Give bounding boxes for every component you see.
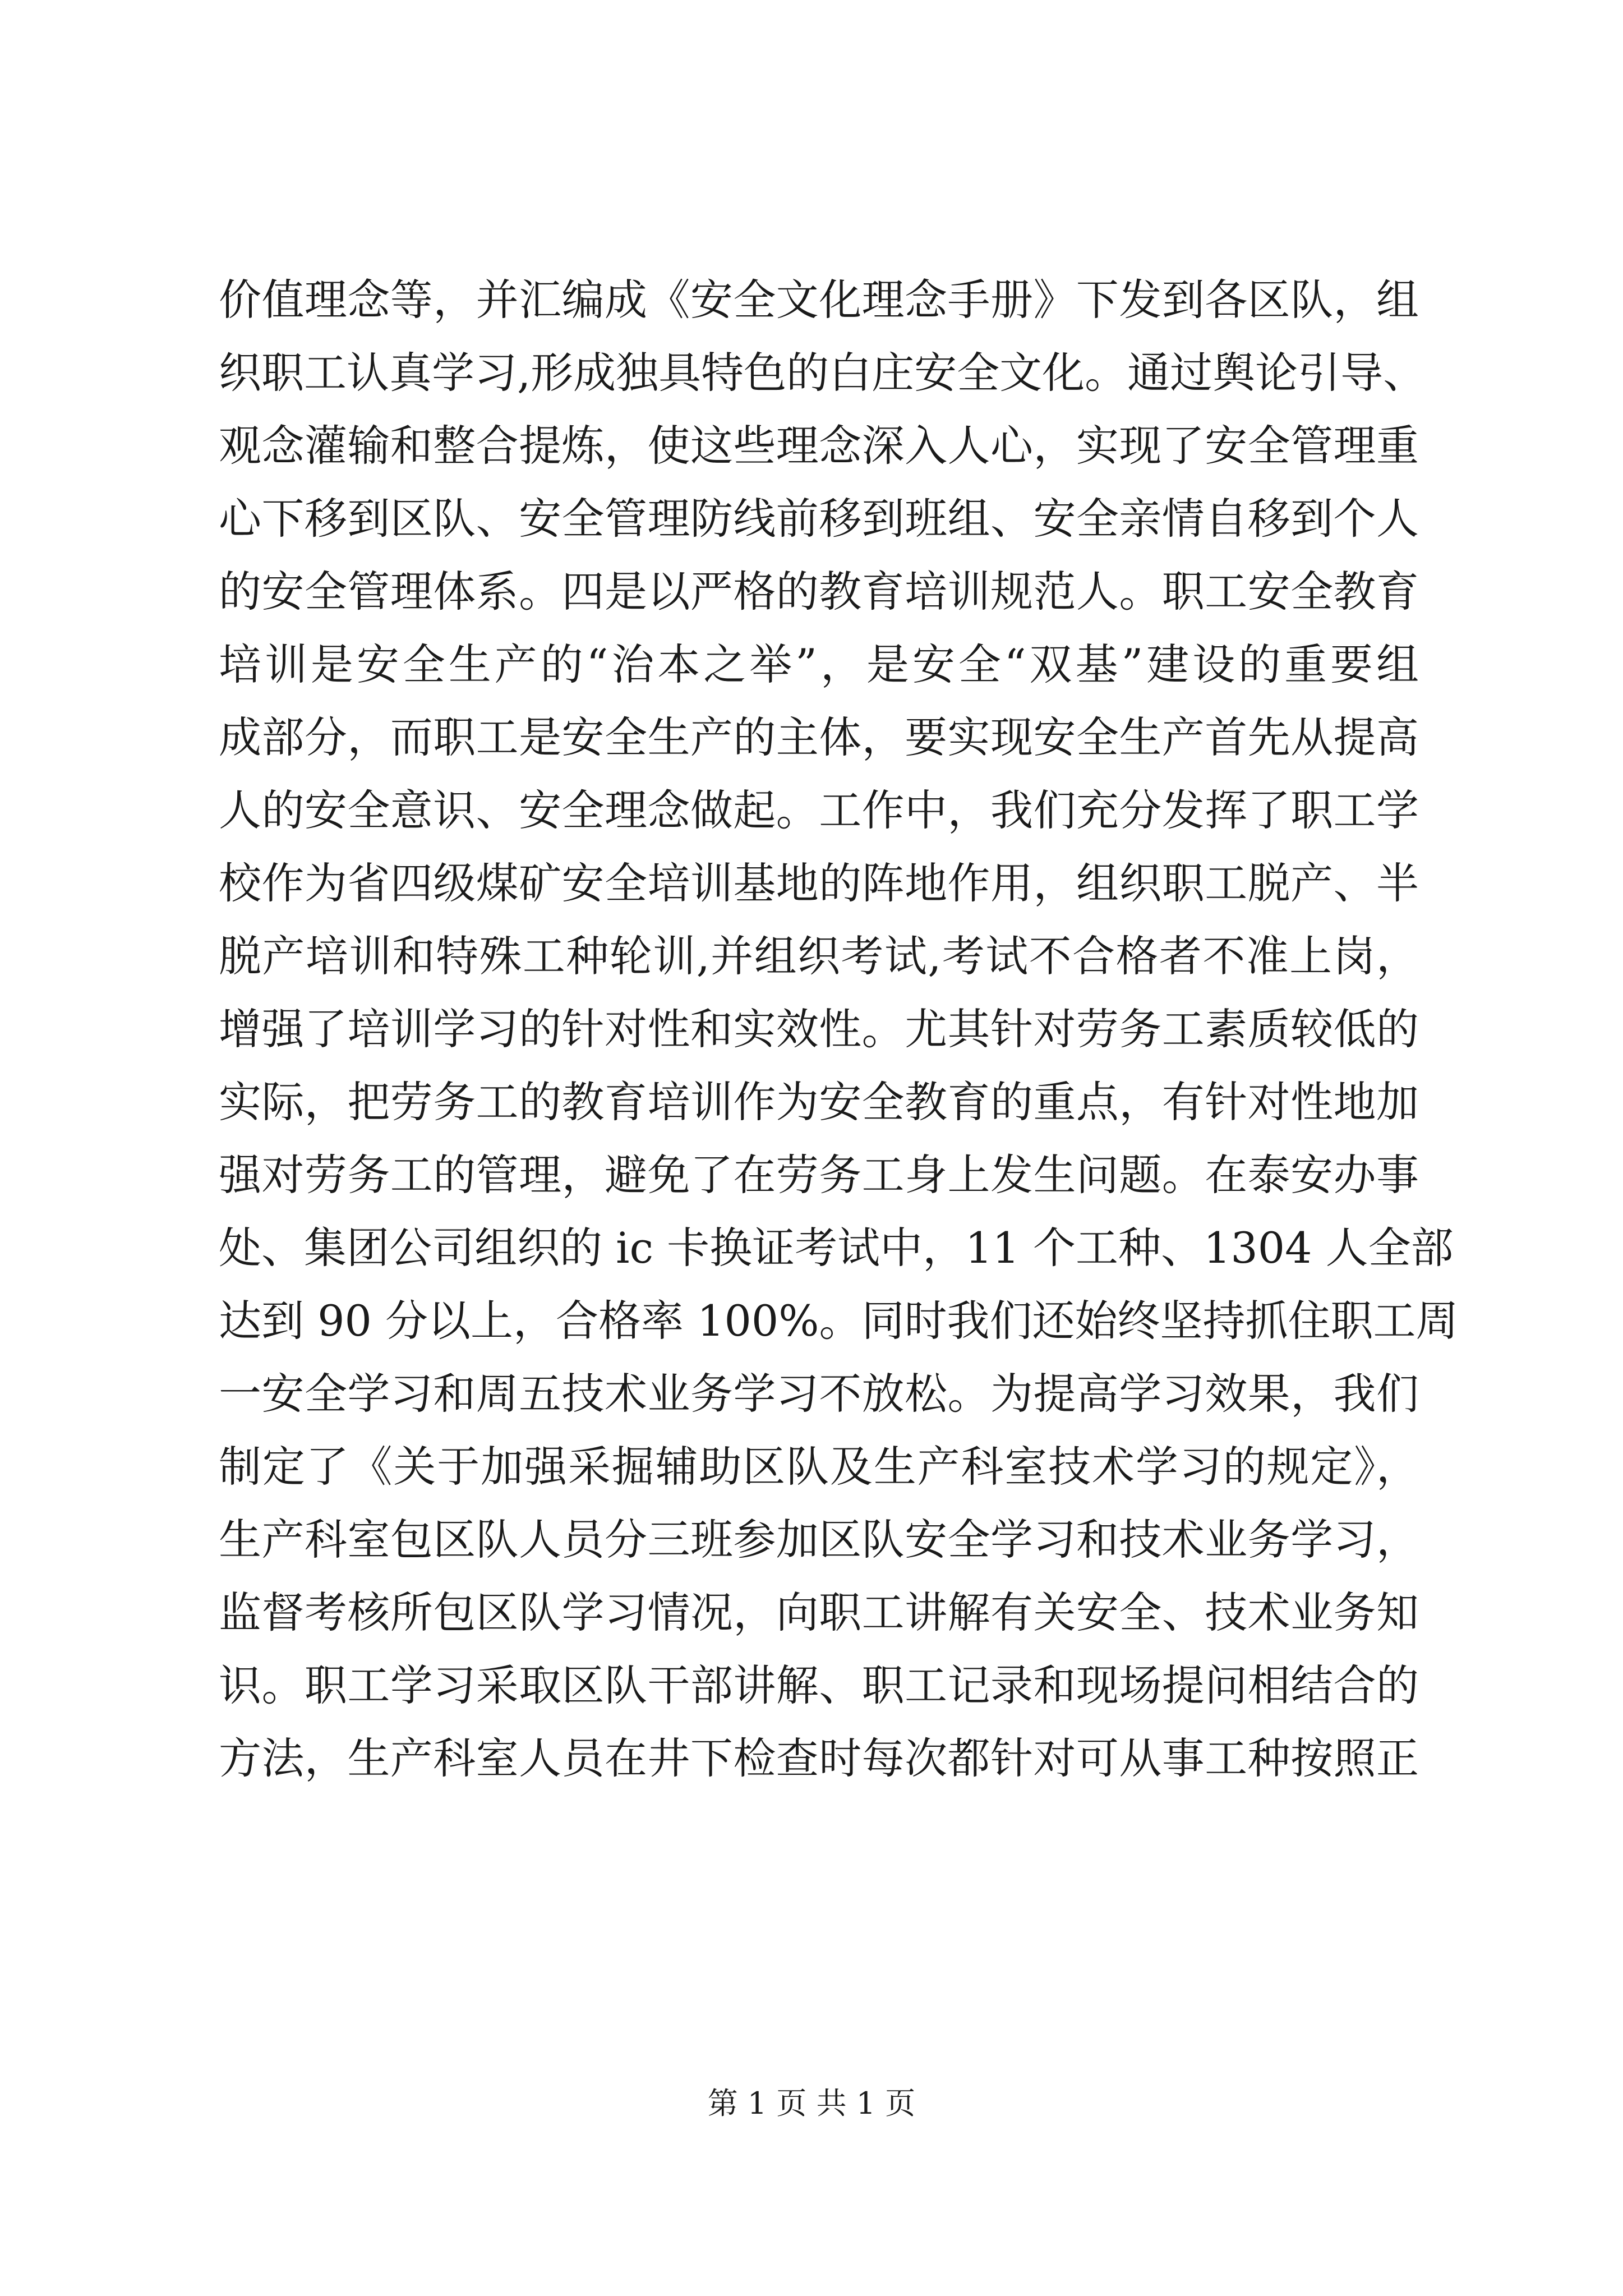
text-line: 观念灌输和整合提炼，使这些理念深入人心，实现了安全管理重	[219, 421, 1419, 471]
page-footer: 第 1 页 共 1 页	[707, 2086, 916, 2121]
text-line: 价值理念等，并汇编成《安全文化理念手册》下发到各区队，组	[219, 275, 1419, 325]
text-line: 生产科室包区队人员分三班参加区队安全学习和技术业务学习，	[219, 1515, 1419, 1565]
text-line: 增强了培训学习的针对性和实效性。尤其针对劳务工素质较低的	[219, 1004, 1419, 1054]
text-line: 方法，生产科室人员在井下检查时每次都针对可从事工种按照正	[219, 1733, 1419, 1783]
text-line: 处、集团公司组织的 ic 卡换证考试中，11 个工种、1304 人全部	[219, 1223, 1454, 1273]
text-line: 心下移到区队、安全管理防线前移到班组、安全亲情自移到个人	[219, 494, 1419, 544]
body-text	[219, 264, 1459, 1795]
text-line: 达到 90 分以上，合格率 100%。同时我们还始终坚持抓住职工周	[219, 1296, 1459, 1346]
text-line: 培训是安全生产的“治本之举”，是安全“双基”建设的重要组	[219, 639, 1419, 689]
text-line: 脱产培训和特殊工种轮训,并组织考试,考试不合格者不准上岗，	[219, 931, 1419, 981]
text-line: 的安全管理体系。四是以严格的教育培训规范人。职工安全教育	[219, 567, 1419, 616]
text-line: 制定了《关于加强采掘辅助区队及生产科室技术学习的规定》，	[219, 1442, 1419, 1492]
text-line: 实际，把劳务工的教育培训作为安全教育的重点，有针对性地加	[219, 1077, 1419, 1127]
text-line: 校作为省四级煤矿安全培训基地的阵地作用，组织职工脱产、半	[219, 858, 1419, 908]
text-line: 成部分，而职工是安全生产的主体，要实现安全生产首先从提高	[219, 712, 1419, 762]
text-line: 织职工认真学习,形成独具特色的白庄安全文化。通过舆论引导、	[219, 348, 1426, 398]
text-line: 人的安全意识、安全理念做起。工作中，我们充分发挥了职工学	[219, 785, 1419, 835]
text-line: 监督考核所包区队学习情况，向职工讲解有关安全、技术业务知	[219, 1588, 1419, 1637]
text-line: 强对劳务工的管理，避免了在劳务工身上发生问题。在泰安办事	[219, 1150, 1419, 1200]
text-line: 一安全学习和周五技术业务学习不放松。为提高学习效果，我们	[219, 1369, 1419, 1419]
text-line: 识。职工学习采取区队干部讲解、职工记录和现场提问相结合的	[219, 1660, 1419, 1710]
